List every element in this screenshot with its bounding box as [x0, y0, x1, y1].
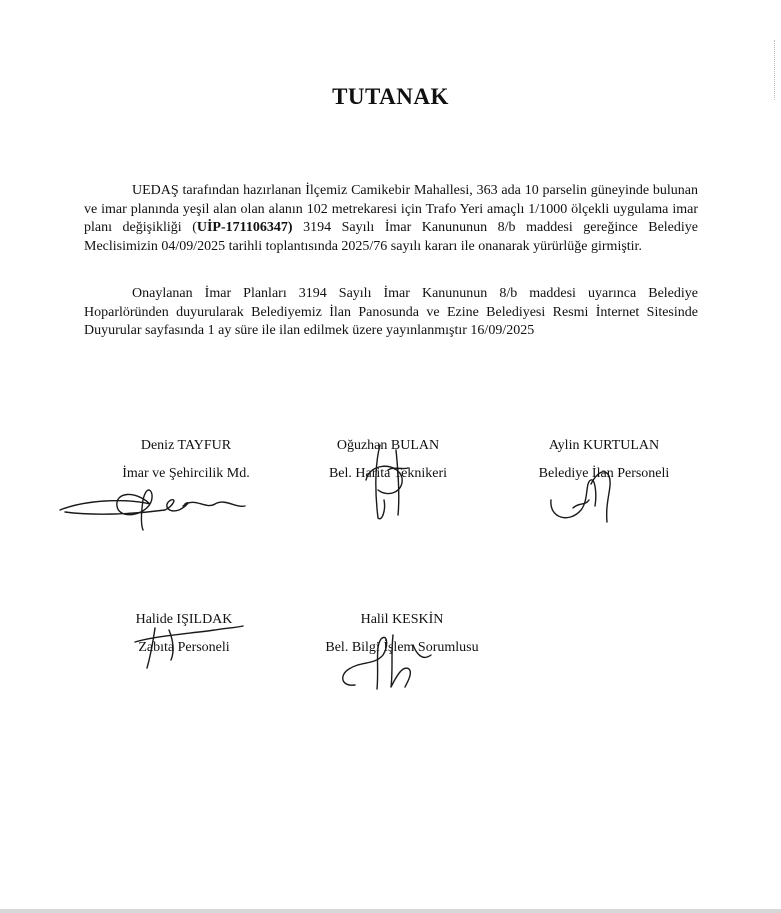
paragraph-1	[84, 182, 698, 256]
signatory-role: Zabıta Personeli	[138, 640, 230, 655]
signatory-role: Belediye İlan Personeli	[538, 466, 670, 481]
paragraph-1-text-a: UEDAŞ tarafından hazırlanan İlçemiz Camikebir Mahallesi, 363 ada 10 parselin güneyinde bulunan ve imar planında yeşil alan olan alanın 102 metrekaresi için Trafo Yeri amaçlı 1/1000 ölçekli uygulama imar planı değişikliği (	[84, 183, 698, 235]
signatory-name: Aylin KURTULAN	[548, 438, 660, 453]
signature-block-isildak	[84, 612, 284, 656]
document-title: TUTANAK	[332, 84, 449, 109]
signature-block-tayfur	[86, 438, 286, 482]
signature-block-keskin	[302, 612, 502, 656]
paragraph-2	[84, 285, 698, 341]
signatory-role: İmar ve Şehircilik Md.	[122, 466, 250, 481]
plan-code: UİP-171106347)	[196, 220, 293, 235]
signatory-name: Oğuzhan BULAN	[336, 438, 440, 453]
scan-bottom-edge	[0, 909, 781, 913]
paragraph-1-text-b: 3194 Sayılı İmar Kanununun 8/b maddesi gereğince Belediye Meclisimizin 04/09/2025 tarihli toplantısında 2025/76 sayılı kararı ile onanarak yürürlüğe girmiştir.	[84, 220, 699, 254]
signatory-name: Halil KESKİN	[360, 612, 444, 627]
signatory-role: Bel. Harita Teknikeri	[328, 466, 448, 481]
signatory-name: Halide IŞILDAK	[135, 612, 233, 627]
signature-block-kurtulan	[504, 438, 704, 482]
signatory-name: Deniz TAYFUR	[140, 438, 232, 453]
signature-block-bulan	[288, 438, 488, 482]
signatory-role: Bel. Bilgi İşlem Sorumlusu	[325, 640, 479, 655]
paragraph-2-text: Onaylanan İmar Planları 3194 Sayılı İmar Kanununun 8/b maddesi uyarınca Belediye Hoparlöründen duyurularak Belediyemiz İlan Panosunda ve Ezine Belediyesi Resmi İnternet Sitesinde Duyurular sayfasında 1 ay süre ile ilan edilmek üzere yayınlanmıştır 16/09/2025	[84, 286, 698, 338]
